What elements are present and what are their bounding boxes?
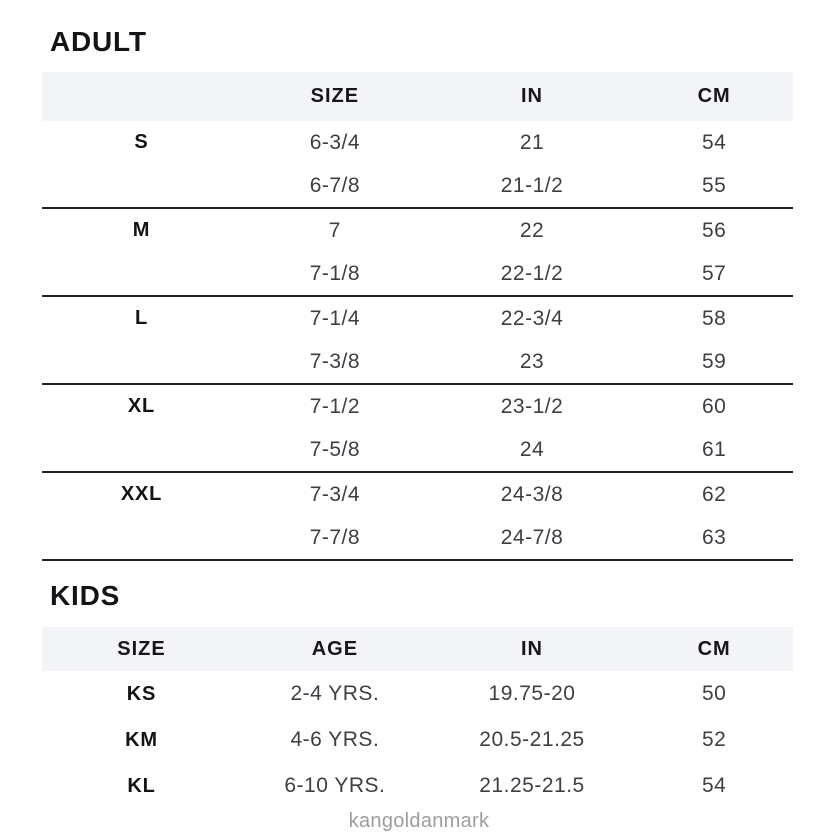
group-label-s: S	[134, 131, 149, 153]
kids-header-size: SIZE	[117, 637, 166, 660]
table-cell: 7-3/4	[309, 482, 361, 506]
table-row	[42, 763, 793, 809]
table-cell: 7-3/8	[309, 349, 361, 373]
adult-table-header-row	[42, 72, 793, 121]
table-cell: 56	[701, 218, 727, 242]
table-row	[42, 717, 793, 763]
table-row	[42, 121, 793, 164]
table-row	[42, 252, 793, 295]
table-cell: 61	[701, 437, 727, 461]
table-row	[42, 297, 793, 340]
table-cell: 21	[519, 130, 545, 154]
table-cell: 7-1/2	[309, 394, 361, 418]
table-cell: 23-1/2	[500, 394, 564, 418]
table-cell: 7	[328, 218, 341, 242]
table-cell: 55	[701, 173, 727, 197]
adult-section-title: ADULT	[50, 26, 147, 57]
table-cell: 20.5-21.25	[479, 728, 585, 751]
group-label-m: M	[132, 219, 151, 241]
table-cell: 24-3/8	[500, 482, 564, 506]
table-row	[42, 385, 793, 428]
table-cell: 7-7/8	[309, 525, 361, 549]
adult-group-l	[42, 297, 793, 385]
table-cell: 2-4 YRS.	[290, 682, 380, 705]
adult-header-cm: CM	[697, 85, 731, 107]
table-cell: 7-1/4	[309, 306, 361, 330]
table-row	[42, 516, 793, 559]
adult-header-in: IN	[521, 85, 543, 107]
kids-size-label-ks: KS	[126, 682, 157, 705]
adult-group-xxl	[42, 473, 793, 561]
table-cell: 57	[701, 261, 727, 285]
table-cell: 22	[519, 218, 545, 242]
group-label-xl: XL	[127, 395, 156, 417]
adult-group-xl	[42, 385, 793, 473]
table-cell: 24	[519, 437, 545, 461]
table-cell: 52	[701, 728, 727, 751]
table-row	[42, 671, 793, 717]
adult-size-table	[42, 72, 793, 561]
table-row	[42, 209, 793, 252]
table-cell: 22-1/2	[500, 261, 564, 285]
kids-section-title: KIDS	[50, 580, 121, 611]
table-row	[42, 473, 793, 516]
table-cell: 60	[701, 394, 727, 418]
table-cell: 4-6 YRS.	[290, 728, 380, 751]
kids-header-cm: CM	[697, 637, 731, 660]
kids-size-label-km: KM	[125, 728, 158, 751]
table-cell: 59	[701, 349, 727, 373]
table-cell: 24-7/8	[500, 525, 564, 549]
table-cell: 22-3/4	[500, 306, 564, 330]
table-cell: 7-1/8	[309, 261, 361, 285]
table-row	[42, 340, 793, 383]
table-cell: 19.75-20	[488, 682, 576, 705]
group-label-l: L	[134, 307, 149, 329]
table-cell: 21.25-21.5	[479, 774, 585, 797]
table-cell: 63	[701, 525, 727, 549]
watermark-text: kangoldanmark	[348, 810, 490, 832]
table-cell: 6-7/8	[309, 173, 361, 197]
table-cell: 54	[701, 774, 727, 797]
table-cell: 23	[519, 349, 545, 373]
kids-size-label-kl: KL	[127, 774, 156, 797]
adult-group-m	[42, 209, 793, 297]
table-cell: 7-5/8	[309, 437, 361, 461]
table-row	[42, 428, 793, 471]
table-cell: 58	[701, 306, 727, 330]
adult-group-s	[42, 121, 793, 209]
table-cell: 62	[701, 482, 727, 506]
table-cell: 50	[701, 682, 727, 705]
table-cell: 54	[701, 130, 727, 154]
adult-header-size: SIZE	[310, 85, 360, 107]
table-cell: 6-3/4	[309, 130, 361, 154]
group-label-xxl: XXL	[120, 483, 163, 505]
kids-table-header-row	[42, 627, 793, 671]
kids-header-age: AGE	[311, 637, 359, 660]
table-cell: 21-1/2	[500, 173, 564, 197]
kids-header-in: IN	[521, 637, 543, 660]
kids-size-table	[42, 627, 793, 809]
table-cell: 6-10 YRS.	[284, 774, 386, 797]
table-row	[42, 164, 793, 207]
